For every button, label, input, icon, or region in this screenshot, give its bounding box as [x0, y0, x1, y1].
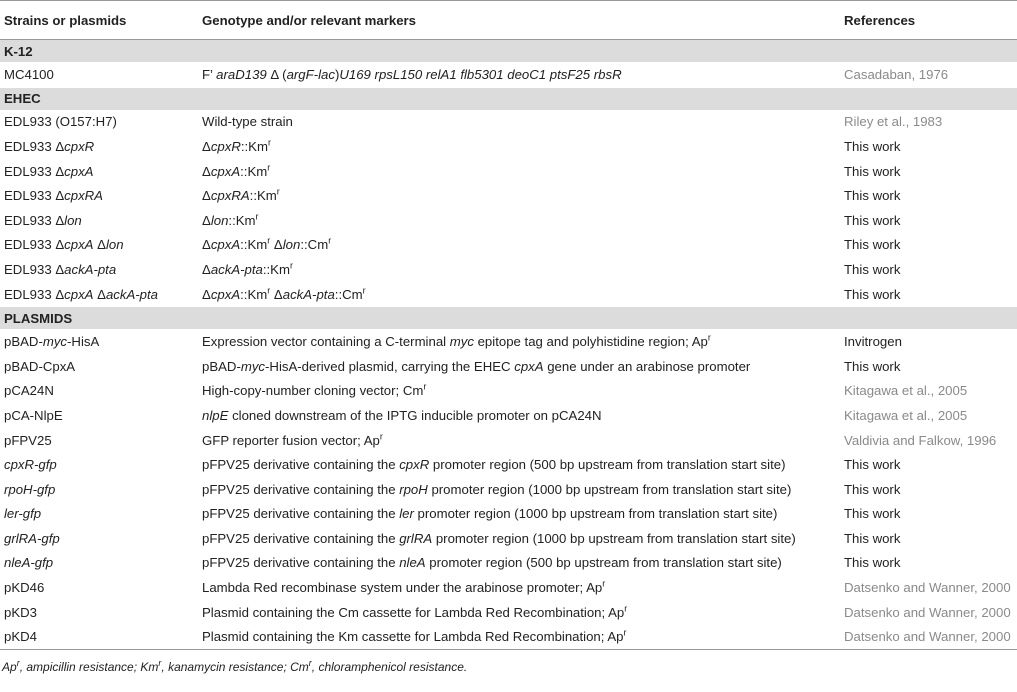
table-row [0, 624, 1017, 649]
table-row [0, 502, 1017, 527]
genotype-cell: High-copy-number cloning vector; Cm$^r$ [202, 381, 427, 399]
strain-cell: EDL933 ΔackA-pta [4, 261, 117, 277]
section-header-row [0, 87, 1017, 110]
genotype-cell: Lambda Red recombinase system under the arabinose promoter; Ap$^r$ [202, 578, 606, 596]
genotype-cell: nlpE cloned downstream of the IPTG inducible promoter on pCA24N [202, 407, 602, 423]
table-row [0, 379, 1017, 404]
section-header-row [0, 40, 1017, 63]
genotype-cell: Δlon::Km$^r$ [202, 211, 259, 228]
reference-cell: This work [844, 163, 901, 179]
header-references: References [840, 1, 1017, 40]
table-body [0, 40, 1017, 650]
strain-cell: EDL933 ΔcpxA Δlon [4, 237, 124, 253]
genotype-cell: pBAD-myc-HisA-derived plasmid, carrying the EHEC cpxA gene under an arabinose promoter [202, 358, 751, 374]
strain-cell: nleA-gfp [4, 555, 54, 571]
table-row [0, 354, 1017, 379]
strain-cell: pKD3 [4, 604, 37, 620]
reference-cell: Riley et al., 1983 [844, 114, 943, 130]
strain-cell: EDL933 ΔcpxR [4, 138, 95, 154]
reference-cell: This work [844, 457, 901, 473]
genotype-cell: ΔackA-pta::Km$^r$ [202, 260, 293, 277]
genotype-cell: pFPV25 derivative containing the nleA promoter region (500 bp upstream from translation start site) [202, 555, 782, 571]
reference-cell: This work [844, 286, 901, 302]
header-strains: Strains or plasmids [0, 1, 198, 40]
section-title: PLASMIDS [0, 307, 1017, 330]
reference-cell: This work [844, 212, 901, 228]
strain-cell: MC4100 [4, 66, 54, 82]
genotype-cell: ΔcpxA::Km$^r$ [202, 162, 271, 179]
reference-cell: This work [844, 138, 901, 154]
section-header-row [0, 307, 1017, 330]
table-row [0, 575, 1017, 600]
reference-cell: This work [844, 237, 901, 253]
table-row [0, 183, 1017, 208]
strain-cell: cpxR-gfp [4, 457, 57, 473]
strain-cell: EDL933 ΔcpxA [4, 163, 94, 179]
strain-cell: pBAD-myc-HisA [4, 334, 100, 350]
strain-cell: pCA24N [4, 383, 54, 399]
strain-cell: pKD4 [0, 624, 198, 649]
table-row [0, 282, 1017, 307]
table-row [0, 600, 1017, 625]
table-row [0, 208, 1017, 233]
reference-cell: This work [844, 261, 901, 277]
table-row [0, 233, 1017, 258]
reference-cell: Kitagawa et al., 2005 [844, 407, 968, 423]
strain-cell: pCA-NlpE [4, 407, 63, 423]
table-row [0, 428, 1017, 453]
table-row [0, 62, 1017, 87]
reference-cell: Invitrogen [844, 334, 902, 350]
genotype-cell: pFPV25 derivative containing the grlRA promoter region (1000 bp upstream from translation start site) [202, 530, 796, 546]
genotype-cell: pFPV25 derivative containing the cpxR promoter region (500 bp upstream from translation start site) [202, 457, 786, 473]
reference-cell: This work [844, 188, 901, 204]
strain-cell: EDL933 Δlon [4, 212, 82, 228]
reference-cell: This work [844, 530, 901, 546]
strain-cell: ler-gfp [4, 506, 42, 522]
genotype-cell: ΔcpxRA::Km$^r$ [202, 186, 280, 204]
strain-cell: rpoH-gfp [4, 481, 56, 497]
reference-cell: This work [844, 555, 901, 571]
section-title: K-12 [0, 40, 1017, 63]
table-footnote: Ap$^r$, ampicillin resistance; Km$^r$, kanamycin resistance; Cm$^r$, chloramphenicol resistance. [2, 658, 468, 675]
table-row [0, 257, 1017, 282]
table-row [0, 452, 1017, 477]
genotype-cell: ΔcpxA::Km$^r$ Δlon::Cm$^r$ [202, 235, 332, 253]
strain-cell: pKD46 [4, 580, 45, 596]
genotype-cell: GFP reporter fusion vector; Ap$^r$ [202, 431, 383, 448]
genotype-cell: Plasmid containing the Cm cassette for Lambda Red Recombination; Ap$^r$ [202, 603, 628, 620]
reference-cell: Datsenko and Wanner, 2000 [844, 604, 1011, 620]
genotype-cell: pFPV25 derivative containing the ler promoter region (1000 bp upstream from translation start site) [202, 506, 778, 522]
genotype-cell: Plasmid containing the Km cassette for Lambda Red Recombination; Ap$^r$ [198, 624, 840, 649]
reference-cell: Datsenko and Wanner, 2000 [840, 624, 1017, 649]
reference-cell: Casadaban, 1976 [844, 66, 949, 82]
table-row [0, 477, 1017, 502]
table-row [0, 159, 1017, 184]
reference-cell: This work [844, 358, 901, 374]
header-row [0, 1, 1017, 40]
strain-cell: grlRA-gfp [4, 530, 60, 546]
genotype-cell: ΔcpxA::Km$^r$ ΔackA-pta::Cm$^r$ [202, 285, 366, 302]
genotype-cell: pFPV25 derivative containing the rpoH promoter region (1000 bp upstream from translation start site) [202, 481, 792, 497]
strain-cell: EDL933 (O157:H7) [4, 114, 117, 130]
genotype-cell: Expression vector containing a C-terminal myc epitope tag and polyhistidine region; Ap$^r$ [202, 332, 711, 350]
strain-cell: EDL933 ΔcpxRA [4, 188, 103, 204]
genotype-cell: F’ araD139 Δ (argF-lac)U169 rpsL150 relA1 flb5301 deoC1 ptsF25 rbsR [202, 66, 622, 82]
strain-cell: pBAD-CpxA [4, 358, 76, 374]
table-row [0, 526, 1017, 551]
table-row [0, 403, 1017, 428]
strain-cell: pFPV25 [4, 432, 52, 448]
strain-cell: EDL933 ΔcpxA ΔackA-pta [4, 286, 158, 302]
table-row [0, 329, 1017, 354]
section-title: EHEC [0, 87, 1017, 110]
header-genotype: Genotype and/or relevant markers [198, 1, 840, 40]
table-row [0, 551, 1017, 576]
table-row [0, 110, 1017, 135]
genotype-cell: ΔcpxR::Km$^r$ [202, 137, 271, 154]
genotype-cell: Wild-type strain [202, 114, 293, 130]
reference-cell: This work [844, 506, 901, 522]
reference-cell: Kitagawa et al., 2005 [844, 383, 968, 399]
reference-cell: Valdivia and Falkow, 1996 [844, 432, 997, 448]
table-row [0, 134, 1017, 159]
reference-cell: Datsenko and Wanner, 2000 [844, 580, 1011, 596]
reference-cell: This work [844, 481, 901, 497]
